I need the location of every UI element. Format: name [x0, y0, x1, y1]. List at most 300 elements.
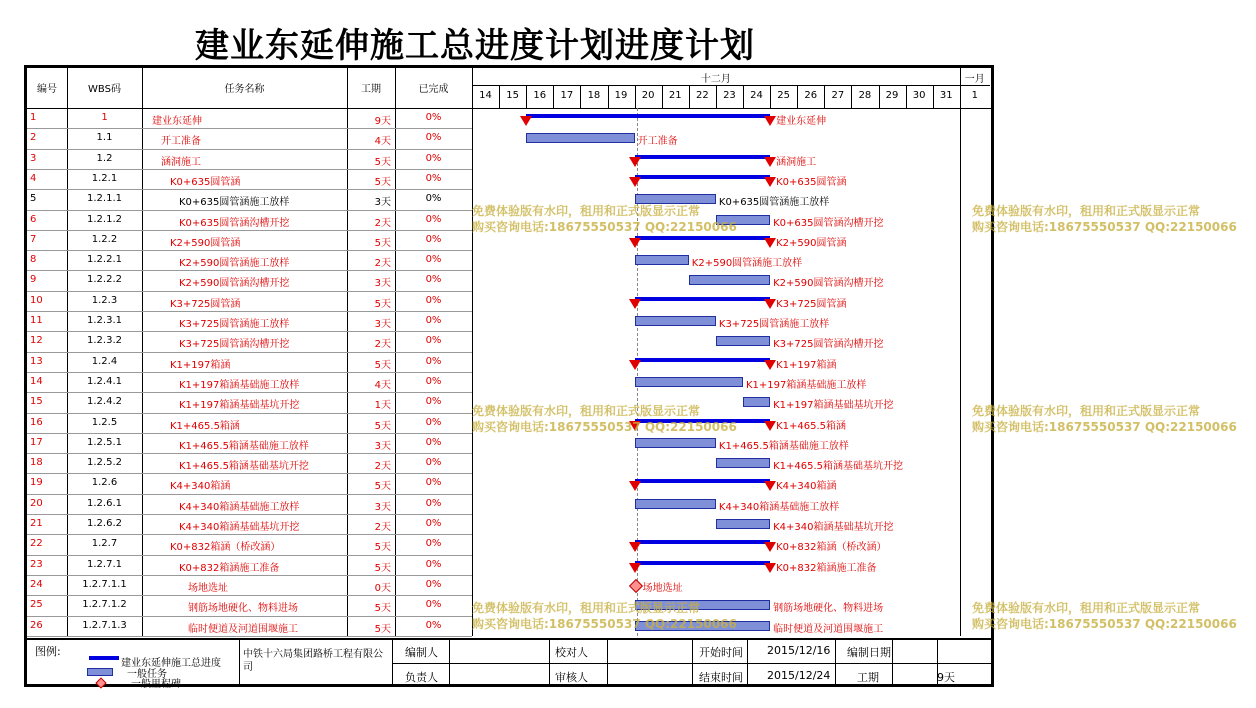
task-wbs: 1.2.1	[91, 172, 118, 184]
row-divider	[27, 494, 472, 495]
task-bar[interactable]	[716, 519, 770, 529]
task-wbs: 1.1	[96, 132, 113, 144]
task-name[interactable]: 开工准备	[161, 136, 201, 148]
row-divider	[27, 331, 472, 332]
day-col-divider	[499, 85, 500, 108]
summary-end-marker	[764, 299, 776, 309]
watermark-line: 免费体验版有水印，租用和正式版显示正常	[472, 404, 701, 418]
task-duration: 2天	[374, 217, 391, 229]
column-header-id: 编号	[37, 84, 57, 95]
day-header: 24	[750, 90, 763, 101]
bar-label: K2+590圆管涵沟槽开挖	[773, 278, 884, 290]
task-id: 11	[30, 315, 43, 326]
company-name: 中铁十六局集团路桥工程有限公司	[243, 648, 383, 673]
row-divider	[27, 230, 472, 231]
watermark-line: 购买咨询电话:18675550537 QQ:22150066	[472, 617, 737, 631]
task-bar[interactable]	[635, 377, 743, 387]
row-divider	[27, 128, 472, 129]
task-name[interactable]: 钢筋场地硬化、物料进场	[188, 603, 298, 615]
task-done: 0%	[425, 172, 442, 184]
task-name[interactable]: K4+340箱涵基础施工放样	[179, 501, 300, 513]
page-title: 建业东延伸施工总进度计划进度计划	[195, 26, 755, 66]
task-name[interactable]: K0+832箱涵（桥改涵）	[170, 542, 281, 554]
task-duration: 2天	[374, 461, 391, 473]
task-id: 12	[30, 335, 43, 347]
task-wbs: 1.2.2.2	[87, 274, 122, 286]
legend-item: 一般任务	[127, 668, 167, 680]
row-divider	[27, 433, 472, 434]
trial-watermark	[972, 403, 1256, 435]
footer-col-divider	[892, 638, 893, 684]
day-header: 21	[668, 90, 682, 101]
row-divider	[27, 372, 472, 373]
day-header: 28	[858, 90, 872, 101]
day-col-divider	[879, 85, 880, 108]
month-col-divider	[960, 68, 961, 108]
task-done: 0%	[425, 132, 442, 144]
row-divider	[27, 616, 472, 617]
task-bar[interactable]	[635, 316, 716, 326]
summary-start-marker	[629, 563, 641, 573]
task-duration: 3天	[374, 278, 391, 290]
bar-label: 开工准备	[637, 136, 678, 148]
task-name[interactable]: K0+832箱涵施工准备	[179, 562, 280, 574]
summary-start-marker	[629, 542, 641, 552]
summary-bar[interactable]	[635, 540, 771, 544]
bar-label: K1+465.5箱涵基础施工放样	[718, 440, 849, 452]
row-divider	[27, 189, 472, 190]
legend-milestone-symbol	[95, 677, 106, 688]
summary-bar[interactable]	[635, 297, 771, 301]
summary-end-marker	[764, 238, 776, 248]
task-duration: 0天	[374, 582, 391, 594]
checker-label: 校对人	[555, 645, 588, 659]
task-bar[interactable]	[635, 499, 716, 509]
summary-start-marker	[629, 481, 641, 491]
task-wbs: 1.2	[96, 152, 113, 164]
bar-label: K0+832箱涵（桥改涵）	[776, 542, 887, 554]
summary-bar[interactable]	[526, 114, 770, 118]
column-header-done: 已完成	[418, 84, 449, 95]
duration-value: 9天	[937, 670, 955, 684]
task-duration: 5天	[374, 542, 391, 554]
task-name[interactable]: K1+465.5箱涵基础基坑开挖	[179, 461, 309, 473]
task-done: 0%	[425, 416, 442, 428]
task-name[interactable]: K1+197箱涵	[170, 359, 231, 371]
row-divider	[27, 413, 472, 414]
task-wbs: 1.2.3	[91, 294, 118, 306]
made-date-label: 编制日期	[847, 645, 891, 659]
task-done: 0%	[425, 233, 442, 245]
task-name[interactable]: 临时便道及河道围堰施工	[188, 623, 298, 635]
task-done: 0%	[425, 193, 442, 205]
task-done: 0%	[425, 518, 442, 529]
bar-label: 建业东延伸	[776, 116, 827, 127]
bar-label: K0+635圆管涵沟槽开挖	[773, 217, 884, 229]
task-name[interactable]: K3+725圆管涵沟槽开挖	[179, 339, 290, 351]
task-id: 13	[30, 355, 43, 367]
task-wbs: 1.2.2	[91, 233, 118, 245]
task-bar[interactable]	[635, 255, 689, 265]
day-col-divider	[553, 85, 554, 108]
watermark-line: 购买咨询电话:18675550537 QQ:22150066	[972, 220, 1237, 234]
bar-label: K0+832箱涵施工准备	[776, 562, 877, 574]
watermark-line: 免费体验版有水印，租用和正式版显示正常	[972, 601, 1201, 615]
day-header: 30	[912, 90, 926, 101]
trial-watermark	[972, 600, 1256, 632]
summary-end-marker	[764, 421, 776, 431]
task-name[interactable]: 建业东延伸	[152, 116, 202, 127]
task-bar[interactable]	[635, 438, 716, 448]
bar-label: 涵洞施工	[776, 156, 817, 168]
task-done: 0%	[425, 558, 442, 570]
editor-value[interactable]	[452, 644, 547, 658]
task-duration: 5天	[374, 176, 391, 188]
day-header: 19	[614, 90, 628, 101]
bar-label: K3+725圆管涵沟槽开挖	[773, 339, 884, 351]
task-id: 19	[30, 477, 43, 489]
watermark-line: 免费体验版有水印，租用和正式版显示正常	[472, 601, 701, 615]
task-id: 17	[30, 436, 43, 448]
day-header: 17	[560, 90, 574, 101]
bar-label: K4+340箱涵基础施工放样	[718, 501, 840, 513]
day-col-divider	[933, 85, 934, 108]
bar-label: 钢筋场地硬化、物料进场	[773, 603, 884, 615]
task-id: 24	[30, 578, 43, 590]
task-duration: 5天	[374, 237, 391, 249]
summary-start-marker	[629, 177, 641, 187]
task-wbs: 1.2.4	[91, 355, 118, 367]
task-name[interactable]: K3+725圆管涵	[170, 298, 241, 310]
summary-bar[interactable]	[635, 479, 771, 483]
task-duration: 5天	[374, 623, 391, 635]
bar-label: 临时便道及河道围堰施工	[773, 623, 884, 635]
task-done: 0%	[425, 497, 442, 509]
task-duration: 2天	[374, 522, 391, 533]
legend-summary-symbol	[89, 656, 119, 660]
watermark-line: 购买咨询电话:18675550537 QQ:22150066	[972, 420, 1237, 434]
task-duration: 5天	[374, 298, 391, 310]
row-divider	[27, 169, 472, 170]
bar-label: K1+197箱涵基础基坑开挖	[773, 400, 894, 412]
day-col-divider	[526, 85, 527, 108]
summary-end-marker	[764, 542, 776, 552]
task-wbs: 1.2.1.2	[87, 213, 122, 225]
task-id: 21	[30, 518, 43, 529]
task-name[interactable]: K1+465.5箱涵基础施工放样	[179, 440, 309, 452]
task-wbs: 1.2.6	[91, 477, 118, 489]
task-id: 3	[30, 152, 37, 164]
summary-bar[interactable]	[635, 561, 771, 565]
editor-label: 编制人	[405, 645, 438, 659]
task-duration: 2天	[374, 258, 391, 270]
legend-item: 一般里程碑	[131, 678, 181, 690]
day-header: 22	[695, 90, 709, 101]
task-bar[interactable]	[716, 336, 770, 346]
bar-label: K1+197箱涵基础施工放样	[746, 379, 867, 391]
watermark-line: 免费体验版有水印，租用和正式版显示正常	[472, 204, 701, 218]
task-duration: 3天	[374, 319, 391, 330]
milestone-marker[interactable]	[629, 579, 643, 593]
task-id: 7	[30, 233, 37, 245]
day-col-divider	[716, 85, 717, 108]
duration-label: 工期	[857, 670, 879, 684]
task-wbs: 1.2.5.1	[87, 436, 122, 448]
row-divider	[27, 514, 472, 515]
task-id: 25	[30, 599, 43, 611]
summary-end-marker	[764, 157, 776, 167]
footer-col-divider	[392, 638, 393, 684]
summary-bar[interactable]	[635, 155, 771, 159]
gantt-sheet	[24, 65, 994, 690]
summary-end-marker	[764, 360, 776, 370]
start-time-label: 开始时间	[699, 645, 743, 659]
task-wbs: 1.2.6.1	[87, 497, 122, 509]
task-done: 0%	[425, 375, 442, 387]
watermark-line: 购买咨询电话:18675550537 QQ:22150066	[472, 220, 737, 234]
task-name[interactable]: K3+725圆管涵施工放样	[179, 319, 290, 330]
task-done: 0%	[425, 112, 442, 123]
month-header-january: 一月	[964, 74, 985, 85]
column-header-wbs: WBS码	[88, 84, 121, 95]
end-time-value: 2015/12/24	[767, 668, 831, 682]
row-divider	[27, 352, 472, 353]
day-col-divider	[743, 85, 744, 108]
task-name[interactable]: K2+590圆管涵沟槽开挖	[179, 278, 290, 290]
task-duration: 2天	[374, 339, 391, 351]
day-col-divider	[797, 85, 798, 108]
task-bar[interactable]	[716, 458, 770, 468]
bar-label: K2+590圆管涵施工放样	[691, 258, 803, 270]
watermark-line: 免费体验版有水印，租用和正式版显示正常	[972, 204, 1201, 218]
task-wbs: 1.2.2.1	[87, 254, 122, 266]
task-name[interactable]: K0+635圆管涵	[170, 176, 241, 188]
summary-end-marker	[764, 563, 776, 573]
day-col-divider	[824, 85, 825, 108]
row-divider	[27, 392, 472, 393]
task-duration: 5天	[374, 481, 391, 493]
task-name[interactable]: K0+635圆管涵沟槽开挖	[179, 217, 290, 229]
task-duration: 9天	[374, 116, 391, 127]
task-duration: 5天	[374, 156, 391, 168]
month-header-december: 十二月	[700, 74, 731, 85]
summary-start-marker	[629, 157, 641, 167]
bar-label: K4+340箱涵	[776, 481, 837, 493]
task-done: 0%	[425, 254, 442, 266]
owner-label: 负责人	[405, 670, 438, 684]
summary-start-marker	[629, 238, 641, 248]
task-duration: 4天	[374, 136, 391, 148]
task-duration: 3天	[374, 197, 391, 209]
column-header-name: 任务名称	[224, 84, 265, 95]
bar-label: K1+465.5箱涵基础基坑开挖	[773, 461, 904, 473]
bar-label: K1+465.5箱涵	[776, 420, 847, 432]
summary-bar[interactable]	[635, 175, 771, 179]
task-name[interactable]: K1+197箱涵基础基坑开挖	[179, 400, 300, 412]
bar-label: K0+635圆管涵	[776, 176, 847, 188]
day-header: 26	[804, 90, 818, 101]
day-header: 20	[641, 90, 655, 101]
task-id: 5	[30, 193, 37, 205]
day-header: 15	[506, 90, 519, 101]
task-wbs: 1.2.7.1	[87, 558, 122, 570]
footer-top-line	[27, 638, 991, 640]
legend-label: 图例:	[35, 644, 61, 658]
day-header: 29	[885, 90, 899, 101]
year-divider	[960, 108, 961, 636]
footer-col-divider	[549, 638, 550, 684]
column-header-duration: 工期	[361, 84, 381, 95]
task-bar[interactable]	[526, 133, 634, 143]
task-id: 8	[30, 254, 37, 266]
summary-end-marker	[764, 116, 776, 126]
task-wbs: 1.2.5	[91, 416, 118, 428]
row-divider	[27, 473, 472, 474]
task-done: 0%	[425, 294, 442, 306]
row-divider	[27, 210, 472, 211]
trial-watermark	[472, 403, 737, 435]
task-id: 4	[30, 172, 37, 184]
task-bar[interactable]	[689, 275, 770, 285]
task-id: 15	[30, 396, 43, 408]
watermark-line: 免费体验版有水印，租用和正式版显示正常	[972, 404, 1201, 418]
task-id: 22	[30, 538, 43, 550]
task-id: 10	[30, 294, 43, 306]
day-col-divider	[770, 85, 771, 108]
task-wbs: 1.2.4.1	[87, 375, 122, 387]
row-divider	[27, 149, 472, 150]
start-time-value: 2015/12/16	[767, 643, 831, 657]
task-wbs: 1	[101, 112, 108, 123]
task-done: 0%	[425, 599, 442, 611]
task-name[interactable]: K1+197箱涵基础施工放样	[179, 379, 300, 391]
task-wbs: 1.2.3.1	[87, 315, 122, 326]
row-divider	[27, 453, 472, 454]
row-divider	[27, 575, 472, 576]
end-time-label: 结束时间	[699, 670, 743, 684]
row-divider	[27, 291, 472, 292]
task-name[interactable]: K4+340箱涵	[170, 481, 231, 493]
day-header: 16	[533, 90, 547, 101]
bar-label: K0+635圆管涵施工放样	[718, 197, 830, 209]
task-wbs: 1.2.7.1.2	[82, 599, 127, 611]
footer-col-divider	[607, 638, 608, 684]
task-duration: 1天	[374, 400, 391, 412]
task-done: 0%	[425, 335, 442, 347]
task-id: 6	[30, 213, 37, 225]
task-done: 0%	[425, 355, 442, 367]
task-duration: 5天	[374, 562, 391, 574]
task-done: 0%	[425, 477, 442, 489]
summary-start-marker	[629, 360, 641, 370]
task-done: 0%	[425, 213, 442, 225]
summary-start-marker	[520, 116, 532, 126]
task-name[interactable]: K2+590圆管涵	[170, 237, 241, 249]
day-header: 18	[587, 90, 601, 101]
task-name[interactable]: K1+465.5箱涵	[170, 420, 240, 432]
task-done: 0%	[425, 457, 442, 469]
task-duration: 4天	[374, 379, 391, 391]
task-id: 14	[30, 375, 43, 387]
header-bottom-line	[27, 108, 991, 109]
legend-item: 建业东延伸施工总进度	[121, 657, 221, 669]
row-divider	[27, 595, 472, 596]
task-id: 2	[30, 132, 37, 144]
month-divider	[472, 85, 990, 86]
day-col-divider	[635, 85, 636, 108]
day-header: 31	[939, 90, 953, 101]
bar-label: K2+590圆管涵	[776, 237, 847, 249]
task-name[interactable]: 场地选址	[188, 582, 228, 594]
trial-watermark	[472, 203, 737, 235]
footer-col-divider	[747, 638, 748, 684]
task-wbs: 1.2.6.2	[87, 518, 122, 529]
bar-label: K1+197箱涵	[776, 359, 837, 371]
task-duration: 5天	[374, 359, 391, 371]
summary-end-marker	[764, 177, 776, 187]
task-wbs: 1.2.7.1.3	[82, 619, 127, 631]
day-col-divider	[580, 85, 581, 108]
trial-watermark	[972, 203, 1256, 235]
footer-col-divider	[239, 638, 240, 684]
task-bar[interactable]	[743, 397, 770, 407]
task-id: 1	[30, 112, 37, 123]
task-done: 0%	[425, 436, 442, 448]
task-done: 0%	[425, 315, 442, 326]
task-name[interactable]: 涵洞施工	[161, 156, 201, 168]
day-header: 27	[831, 90, 845, 101]
bar-label: K3+725圆管涵	[776, 298, 847, 310]
today-marker-line	[637, 108, 638, 636]
day-col-divider	[689, 85, 690, 108]
summary-end-marker	[764, 481, 776, 491]
task-done: 0%	[425, 396, 442, 408]
task-done: 0%	[425, 619, 442, 631]
footer-mid-line	[392, 663, 991, 664]
task-id: 18	[30, 457, 43, 469]
day-col-divider	[851, 85, 852, 108]
watermark-line: 购买咨询电话:18675550537 QQ:22150066	[972, 617, 1237, 631]
row-divider	[27, 250, 472, 251]
task-done: 0%	[425, 538, 442, 550]
day-header: 25	[777, 90, 790, 101]
reviewer-label: 审核人	[555, 670, 588, 684]
task-name[interactable]: K0+635圆管涵施工放样	[179, 197, 290, 209]
task-id: 20	[30, 497, 43, 509]
summary-bar[interactable]	[635, 236, 771, 240]
day-col-divider	[608, 85, 609, 108]
task-name[interactable]: K2+590圆管涵施工放样	[179, 258, 290, 270]
task-done: 0%	[425, 152, 442, 164]
legend-task-symbol	[87, 668, 113, 676]
task-done: 0%	[425, 274, 442, 286]
task-id: 16	[30, 416, 43, 428]
task-wbs: 1.2.5.2	[87, 457, 122, 469]
trial-watermark	[472, 600, 737, 632]
summary-start-marker	[629, 299, 641, 309]
day-col-divider	[906, 85, 907, 108]
day-header: 14	[479, 90, 492, 101]
task-duration: 5天	[374, 603, 391, 615]
day-col-divider	[662, 85, 663, 108]
bar-label: K4+340箱涵基础基坑开挖	[773, 522, 894, 533]
row-divider	[27, 534, 472, 535]
task-name[interactable]: K4+340箱涵基础基坑开挖	[179, 522, 300, 533]
summary-bar[interactable]	[635, 358, 771, 362]
task-wbs: 1.2.7	[91, 538, 118, 550]
row-divider	[27, 270, 472, 271]
task-wbs: 1.2.4.2	[87, 396, 122, 408]
